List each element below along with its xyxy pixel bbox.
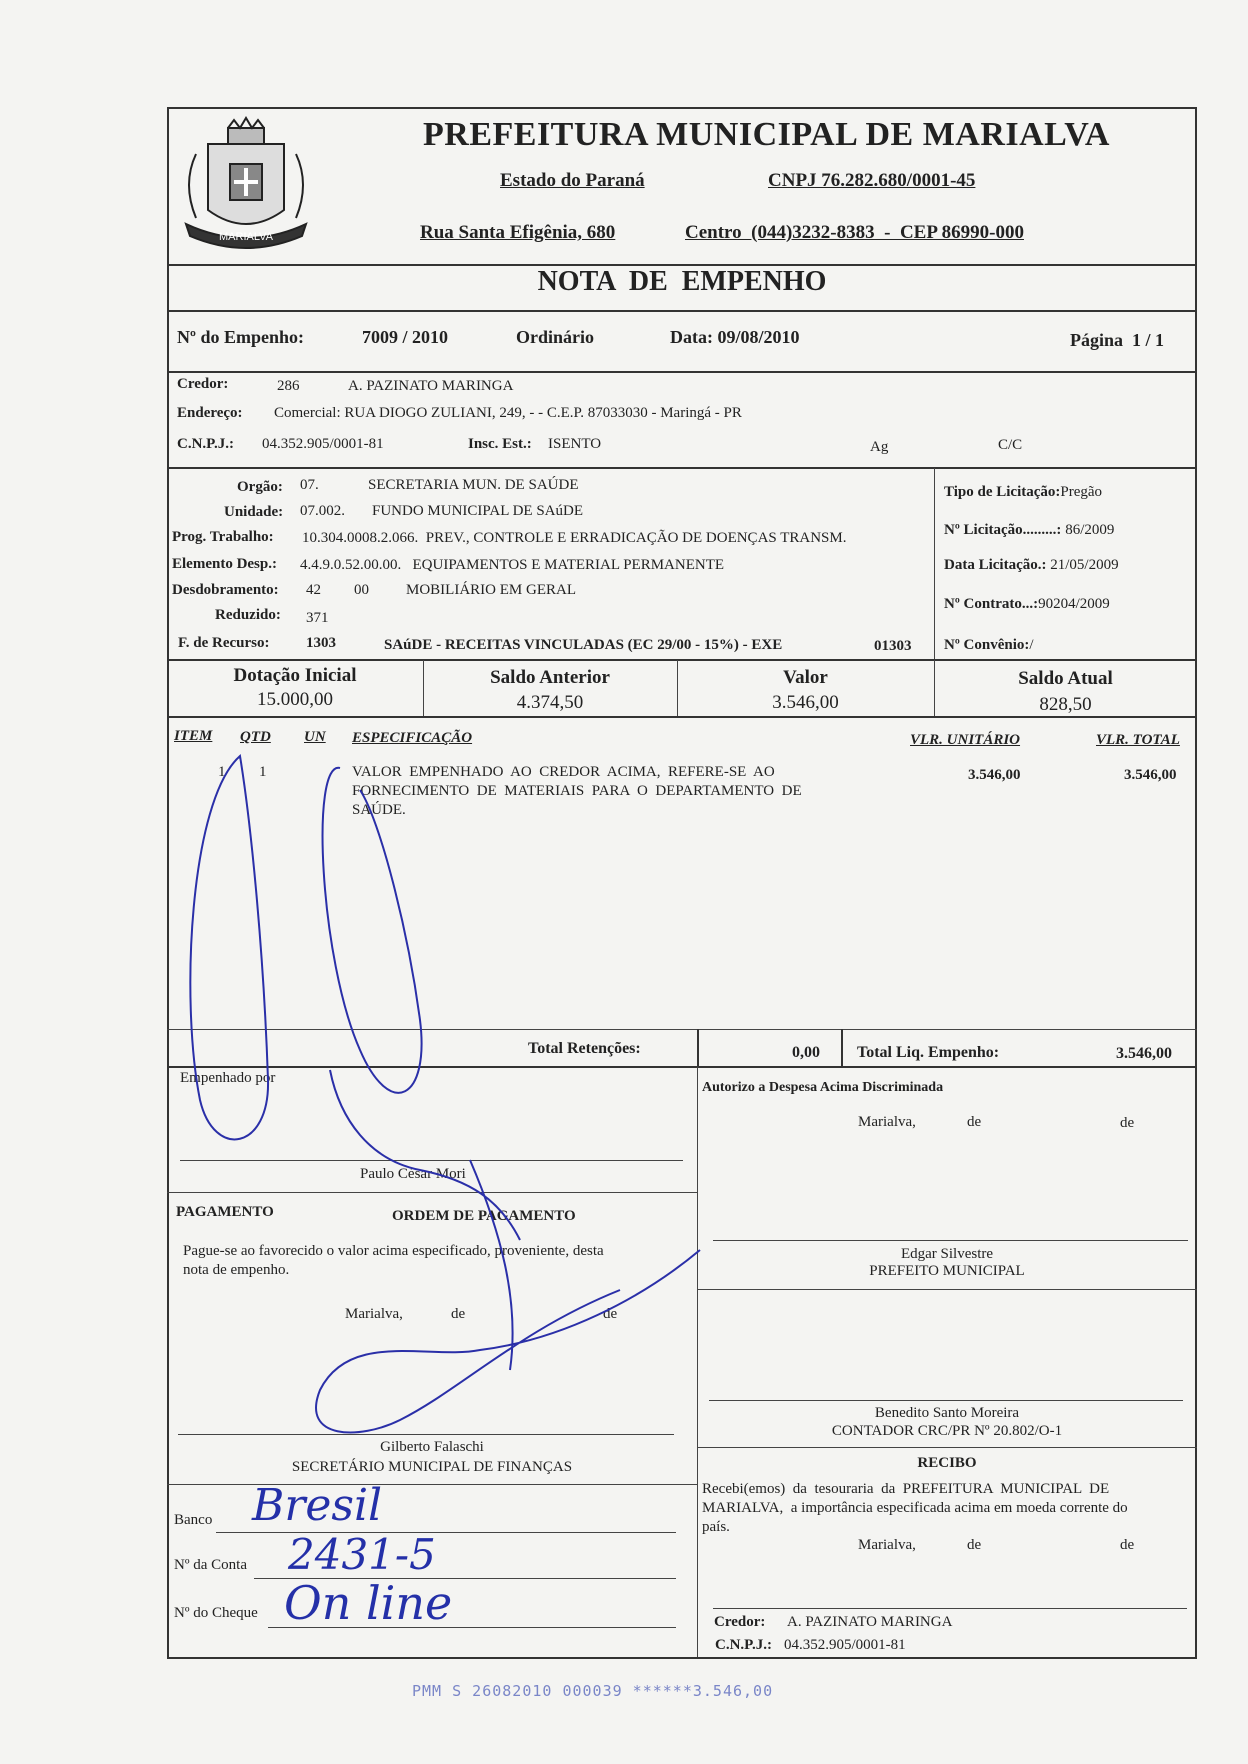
- saldo-anterior-value: 4.374,50: [516, 692, 584, 713]
- recibo-city: Marialva,: [858, 1537, 916, 1553]
- cheque-label: Nº do Cheque: [174, 1605, 258, 1621]
- credor-cnpj: 04.352.905/0001-81: [262, 436, 384, 452]
- divider: [167, 1029, 1197, 1030]
- page-number: Página 1 / 1: [1070, 330, 1165, 350]
- bank-stamp: PMM S 26082010 000039 ******3.546,00: [412, 1682, 774, 1700]
- divider: [841, 1029, 843, 1066]
- retencoes-value: 0,00: [792, 1044, 820, 1061]
- autorizo-de1: de: [967, 1114, 982, 1130]
- empenhado-label: Empenhado por: [180, 1070, 276, 1086]
- divider: [697, 1447, 1197, 1448]
- recurso-code: 1303: [306, 635, 336, 651]
- municipal-crest: [172, 114, 320, 258]
- orgao-code: 07.: [300, 477, 319, 493]
- valor-value: 3.546,00: [772, 692, 839, 713]
- credor-label: Credor:: [177, 376, 229, 392]
- dotacao-inicial-label: Dotação Inicial: [233, 665, 357, 686]
- cnpj-label: C.N.P.J.:: [177, 436, 234, 452]
- recurso-name: SAúDE - RECEITAS VINCULADAS (EC 29/00 - 15%) - EXE: [384, 637, 783, 653]
- secretario-name: Gilberto Falaschi: [380, 1439, 484, 1455]
- secretario-title: SECRETÁRIO MUNICIPAL DE FINANÇAS: [291, 1459, 573, 1475]
- dotacao-inicial-value: 15.000,00: [257, 689, 333, 710]
- contrato-value: 90204/2009: [1038, 596, 1110, 612]
- banco-handwritten: Bresil: [252, 1480, 383, 1531]
- elemento-label: Elemento Desp.:: [172, 556, 277, 572]
- prefeito-title: PREFEITO MUNICIPAL: [869, 1263, 1025, 1279]
- reduzido-label: Reduzido:: [215, 607, 281, 623]
- crest-text: MARIALVA: [219, 231, 273, 243]
- unidade-code: 07.002.: [300, 503, 345, 519]
- item-number: 1: [218, 764, 226, 780]
- pagamento-text2: nota de empenho.: [183, 1262, 290, 1278]
- orgao-label: Orgão:: [237, 479, 283, 495]
- prog-value: 10.304.0008.2.066. PREV., CONTROLE E ERRADICAÇÃO DE DOENÇAS TRANSM.: [302, 530, 847, 546]
- item-spec-line2: FORNECIMENTO DE MATERIAIS PARA O DEPARTAMENTO DE: [352, 783, 802, 799]
- convenio-text: Nº Convênio:: [944, 637, 1030, 653]
- ag-label: Ag: [870, 439, 889, 455]
- recibo-credor: A. PAZINATO MARINGA: [787, 1614, 953, 1630]
- empenho-type: Ordinário: [516, 327, 595, 347]
- divider: [697, 1029, 699, 1066]
- divider: [934, 468, 935, 661]
- cc-label: C/C: [998, 437, 1023, 453]
- saldo-atual-value: 828,50: [1039, 694, 1092, 715]
- licitacao-date-label: [944, 557, 1119, 574]
- divider: [697, 1289, 1197, 1290]
- col-item: ITEM: [174, 728, 213, 744]
- col-spec: ESPECIFICAÇÃO: [352, 730, 473, 746]
- empenhado-signer: Paulo César Mori: [360, 1166, 466, 1182]
- liq-empenho-label: Total Liq. Empenho:: [857, 1044, 1000, 1061]
- pagamento-city: Marialva,: [345, 1306, 403, 1322]
- ordem-pagamento-label: ORDEM DE PAGAMENTO: [392, 1208, 576, 1224]
- banco-label: Banco: [174, 1512, 213, 1528]
- desdobramento-label: Desdobramento:: [172, 582, 279, 598]
- item-unit-value: 3.546,00: [968, 767, 1021, 783]
- credor-insc: ISENTO: [548, 436, 602, 452]
- autorizo-de2: de: [1120, 1115, 1135, 1131]
- item-spec-line1: VALOR EMPENHADO AO CREDOR ACIMA, REFERE-SE AO: [352, 764, 775, 780]
- conta-handwritten: 2431-5: [288, 1530, 436, 1579]
- item-qtd: 1: [259, 764, 267, 780]
- reduzido-value: 371: [306, 610, 329, 626]
- convenio-value: /: [1029, 637, 1034, 653]
- divider: [167, 1066, 1197, 1068]
- credor-address: Comercial: RUA DIOGO ZULIANI, 249, - - C.E.P. 87033030 - Maringá - PR: [274, 405, 742, 421]
- licitacao-number-text: Nº Licitação.........:: [944, 522, 1062, 538]
- saldo-atual-label: Saldo Atual: [1018, 668, 1113, 689]
- recurso-label: F. de Recurso:: [178, 635, 270, 651]
- cnpj-header: CNPJ 76.282.680/0001-45: [768, 170, 976, 191]
- col-qtd: QTD: [240, 729, 271, 745]
- document-title: NOTA DE EMPENHO: [537, 266, 827, 297]
- recibo-title: RECIBO: [917, 1455, 977, 1471]
- divider: [167, 1192, 697, 1193]
- credor-name: A. PAZINATO MARINGA: [348, 378, 514, 394]
- recibo-text1: Recebi(emos) da tesouraria da PREFEITURA MUNICIPAL DE: [702, 1481, 1110, 1497]
- empenho-number-label: Nº do Empenho:: [177, 327, 304, 347]
- item-total-value: 3.546,00: [1124, 767, 1177, 783]
- contador-title: CONTADOR CRC/PR Nº 20.802/O-1: [831, 1423, 1063, 1439]
- orgao-name: SECRETARIA MUN. DE SAÚDE: [368, 477, 579, 493]
- state-label: Estado do Paraná: [500, 170, 645, 191]
- retencoes-label: Total Retenções:: [528, 1040, 641, 1057]
- licitacao-date: 21/05/2009: [1050, 557, 1119, 573]
- unidade-label: Unidade:: [224, 504, 284, 520]
- divider: [697, 1067, 698, 1657]
- autorizo-city: Marialva,: [858, 1114, 916, 1130]
- recibo-de1: de: [967, 1537, 982, 1553]
- cheque-handwritten: On line: [284, 1576, 453, 1630]
- liq-empenho-value: 3.546,00: [1116, 1045, 1172, 1062]
- recibo-cnpj-label: C.N.P.J.:: [715, 1637, 772, 1653]
- pagamento-label: PAGAMENTO: [176, 1204, 274, 1220]
- unidade-name: FUNDO MUNICIPAL DE SAúDE: [372, 503, 583, 519]
- recurso-number: 01303: [874, 638, 912, 654]
- divider: [167, 371, 1197, 373]
- recibo-cnpj: 04.352.905/0001-81: [784, 1637, 906, 1653]
- field-line: [216, 1532, 676, 1533]
- licitacao-type: Pregão: [1060, 484, 1103, 500]
- recibo-text3: país.: [702, 1519, 730, 1535]
- recibo-de2: de: [1120, 1537, 1135, 1553]
- divider: [167, 716, 1197, 718]
- valor-label: Valor: [783, 667, 828, 688]
- contrato-label: [944, 596, 1110, 613]
- prog-label: Prog. Trabalho:: [172, 529, 274, 545]
- divider: [167, 467, 1197, 469]
- licitacao-number-label: [944, 522, 1114, 539]
- col-unit: VLR. UNITÁRIO: [910, 732, 1021, 748]
- conta-label: Nº da Conta: [174, 1557, 247, 1573]
- signature-line: [709, 1400, 1183, 1401]
- address-rest: Centro (044)3232-8383 - CEP 86990-000: [685, 222, 1024, 243]
- pagamento-de1: de: [451, 1306, 466, 1322]
- licitacao-number: 86/2009: [1065, 522, 1115, 538]
- col-total: VLR. TOTAL: [1096, 732, 1180, 748]
- desdobramento-b: 00: [354, 582, 369, 598]
- contador-name: Benedito Santo Moreira: [874, 1405, 1020, 1421]
- saldo-anterior-label: Saldo Anterior: [490, 667, 610, 688]
- recibo-text2: MARIALVA, a importância especificada acima em moeda corrente do: [702, 1500, 1128, 1516]
- contrato-text: Nº Contrato...:: [944, 596, 1039, 612]
- pagamento-de2: de: [603, 1306, 618, 1322]
- desdobramento-a: 42: [306, 582, 321, 598]
- divider: [167, 659, 1197, 661]
- signature-line: [713, 1608, 1187, 1609]
- item-spec-line3: SAÚDE.: [352, 802, 406, 818]
- prefeito-name: Edgar Silvestre: [900, 1246, 994, 1262]
- pagamento-text1: Pague-se ao favorecido o valor acima especificado, proveniente, desta: [183, 1243, 604, 1259]
- autorizo-label: Autorizo a Despesa Acima Discriminada: [702, 1080, 944, 1095]
- empenho-date: Data: 09/08/2010: [670, 327, 800, 347]
- credor-code: 286: [277, 378, 300, 394]
- address-street: Rua Santa Efigênia, 680: [420, 222, 616, 243]
- divider: [167, 1484, 697, 1485]
- licitacao-type-text: Tipo de Licitação:: [944, 484, 1061, 500]
- signature-line: [713, 1240, 1188, 1241]
- licitacao-date-text: Data Licitação.:: [944, 557, 1047, 573]
- municipality-title: PREFEITURA MUNICIPAL DE MARIALVA: [423, 116, 1110, 153]
- convenio-label: [944, 637, 1034, 654]
- signature-line: [178, 1434, 674, 1435]
- recibo-credor-label: Credor:: [714, 1614, 766, 1630]
- elemento-value: 4.4.9.0.52.00.00. EQUIPAMENTOS E MATERIAL PERMANENTE: [300, 557, 725, 573]
- col-un: UN: [304, 729, 326, 745]
- signature-line: [180, 1160, 683, 1161]
- desdobramento-name: MOBILIÁRIO EM GERAL: [406, 582, 576, 598]
- address-label: Endereço:: [177, 405, 243, 421]
- licitacao-type-label: [944, 484, 1102, 501]
- empenho-number: 7009 / 2010: [362, 327, 449, 347]
- divider: [167, 310, 1197, 312]
- insc-label: Insc. Est.:: [468, 436, 532, 452]
